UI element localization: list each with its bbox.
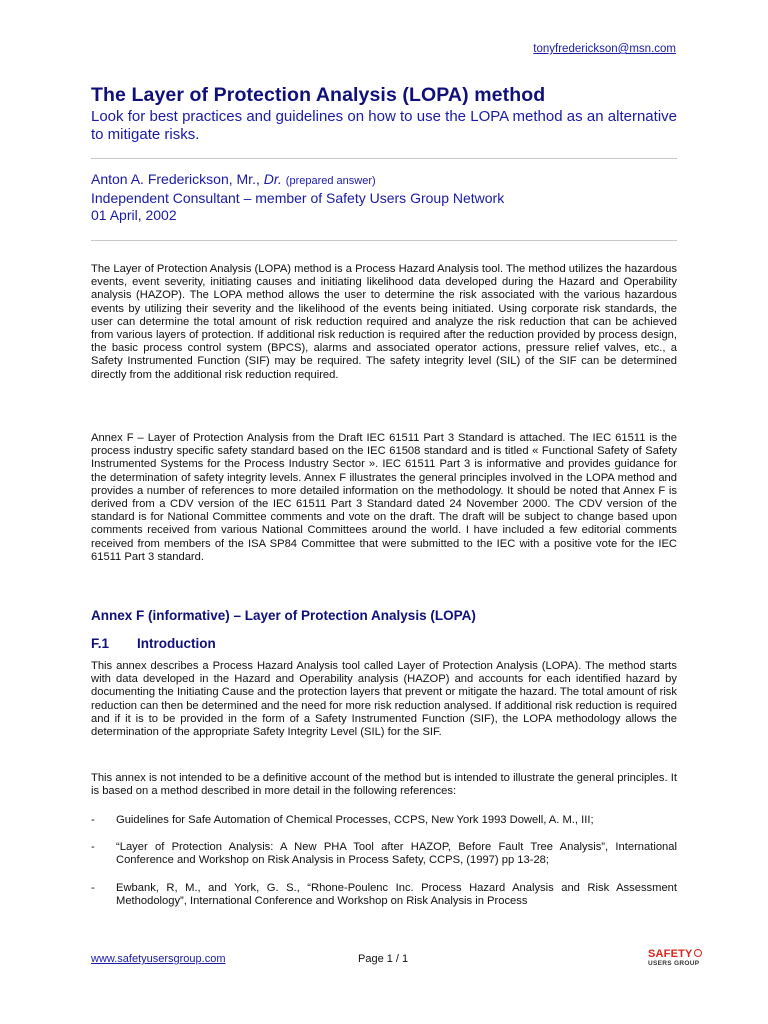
intro-paragraph: The Layer of Protection Analysis (LOPA) method is a Process Hazard Analysis tool. The method utilizes the hazardous events, event severity, initiating causes and initiating likelihood data developed during the Hazard and Operability analysis (HAZOP). The LOPA method allows the user to determine the risk associated with the various hazardous events by utilizing their severity and the likelihood of the events being initiated. Using corporate risk standards, the user can determine the total amount of risk reduction required and analyze the risk reduction that can be achieved from various layers of protection. If additional risk reduction is required after the reduction provided by process design, the basic process control system (BPCS), alarms and associated operator actions, pressure relief valves, etc., a Safety Instrumented Function (SIF) may be required. The safety integrity level (SIL) of the SIF can be determined directly from the additional risk reduction required. xyxy=(91,263,677,381)
reference-item xyxy=(91,841,677,867)
document-title: The Layer of Protection Analysis (LOPA) method xyxy=(91,84,546,106)
logo-wordmark: SAFETY xyxy=(648,948,693,960)
author-line xyxy=(91,171,504,190)
divider-top xyxy=(91,158,677,159)
reference-item xyxy=(91,814,677,827)
list-dash: - xyxy=(91,881,95,894)
author-title-dr: Dr. xyxy=(263,171,282,187)
safety-users-group-logo xyxy=(648,948,706,976)
annex-heading: Annex F (informative) – Layer of Protection Analysis (LOPA) xyxy=(91,608,476,623)
reference-item xyxy=(91,882,677,908)
author-date: 01 April, 2002 xyxy=(91,207,177,223)
reference-text: Guidelines for Safe Automation of Chemical Processes, CCPS, New York 1993 Dowell, A. M., III; xyxy=(116,814,594,826)
document-subtitle: Look for best practices and guidelines on how to use the LOPA method as an alternative to mitigate risks. xyxy=(91,108,677,143)
footer-website-link[interactable]: www.safetyusersgroup.com xyxy=(91,953,226,965)
reference-list xyxy=(91,814,677,922)
annex-scope-paragraph: This annex is not intended to be a definitive account of the method but is intended to illustrate the general principles. It is based on a method described in more detail in the following references: xyxy=(91,772,677,798)
header-email-link[interactable]: tonyfrederickson@msn.com xyxy=(533,43,676,55)
annex-intro-paragraph: This annex describes a Process Hazard Analysis tool called Layer of Protection Analysis (LOPA). The method starts with data developed in the Hazard and Operability analysis (HAZOP) and accounts for each identified hazard by documenting the Initiating Cause and the protection layers that prevent or mitigate the hazard. The total amount of risk reduction can then be determined and the need for more risk reduction analysed. If additional risk reduction is required and if it is to be provided in the form of a Safety Instrumented Function (SIF), the LOPA methodology allows the determination of the appropriate Safety Integrity Level (SIL) for the SIF. xyxy=(91,660,677,739)
page-number: Page 1 / 1 xyxy=(358,953,409,965)
author-note: (prepared answer) xyxy=(285,175,376,187)
list-dash: - xyxy=(91,841,95,854)
section-heading xyxy=(91,636,216,651)
logo-ring-icon xyxy=(694,949,702,957)
section-number: F.1 xyxy=(91,636,110,651)
reference-text: Ewbank, R, M., and York, G. S., “Rhone-Poulenc Inc. Process Hazard Analysis and Risk Assessment Methodology”, International Conference and Workshop on Risk Analysis in Process xyxy=(116,881,677,907)
logo-line1 xyxy=(648,948,706,960)
annex-attachment-paragraph: Annex F – Layer of Protection Analysis from the Draft IEC 61511 Part 3 Standard is attached. The IEC 61511 is the process industry specific safety standard based on the IEC 61508 standard and is titled « Functional Safety of Safety Instrumented Systems for the Process Industry Sector ». IEC 61511 Part 3 is informative and provides guidance for the determination of safety integrity levels. Annex F illustrates the general principles involved in the LOPA method and provides a number of references to more detailed information on the methodology. It should be noted that Annex F is derived from a CDV version of the IEC 61511 Part 3 Standard dated 24 November 2000. The CDV version of the standard is for National Committee comments and vote on the draft. The draft will be subject to change based upon comments received from various National Committees around the world. I have included a few editorial comments received from members of the ISA SP84 Committee that were submitted to the IEC with a positive vote for the IEC 61511 Part 3 standard. xyxy=(91,432,677,563)
divider-bottom xyxy=(91,240,677,241)
logo-line2: USERS GROUP xyxy=(648,960,700,967)
reference-text: “Layer of Protection Analysis: A New PHA Tool after HAZOP, Before Fault Tree Analysis”, International Conference and Workshop on Risk Analysis in Process Safety, CCPS, (1997) pp 13-28; xyxy=(116,841,677,867)
section-title: Introduction xyxy=(137,636,216,651)
list-dash: - xyxy=(91,814,95,826)
author-block xyxy=(91,171,504,224)
author-affiliation: Independent Consultant – member of Safety Users Group Network xyxy=(91,190,505,206)
author-name: Anton A. Frederickson, Mr., xyxy=(91,171,264,187)
